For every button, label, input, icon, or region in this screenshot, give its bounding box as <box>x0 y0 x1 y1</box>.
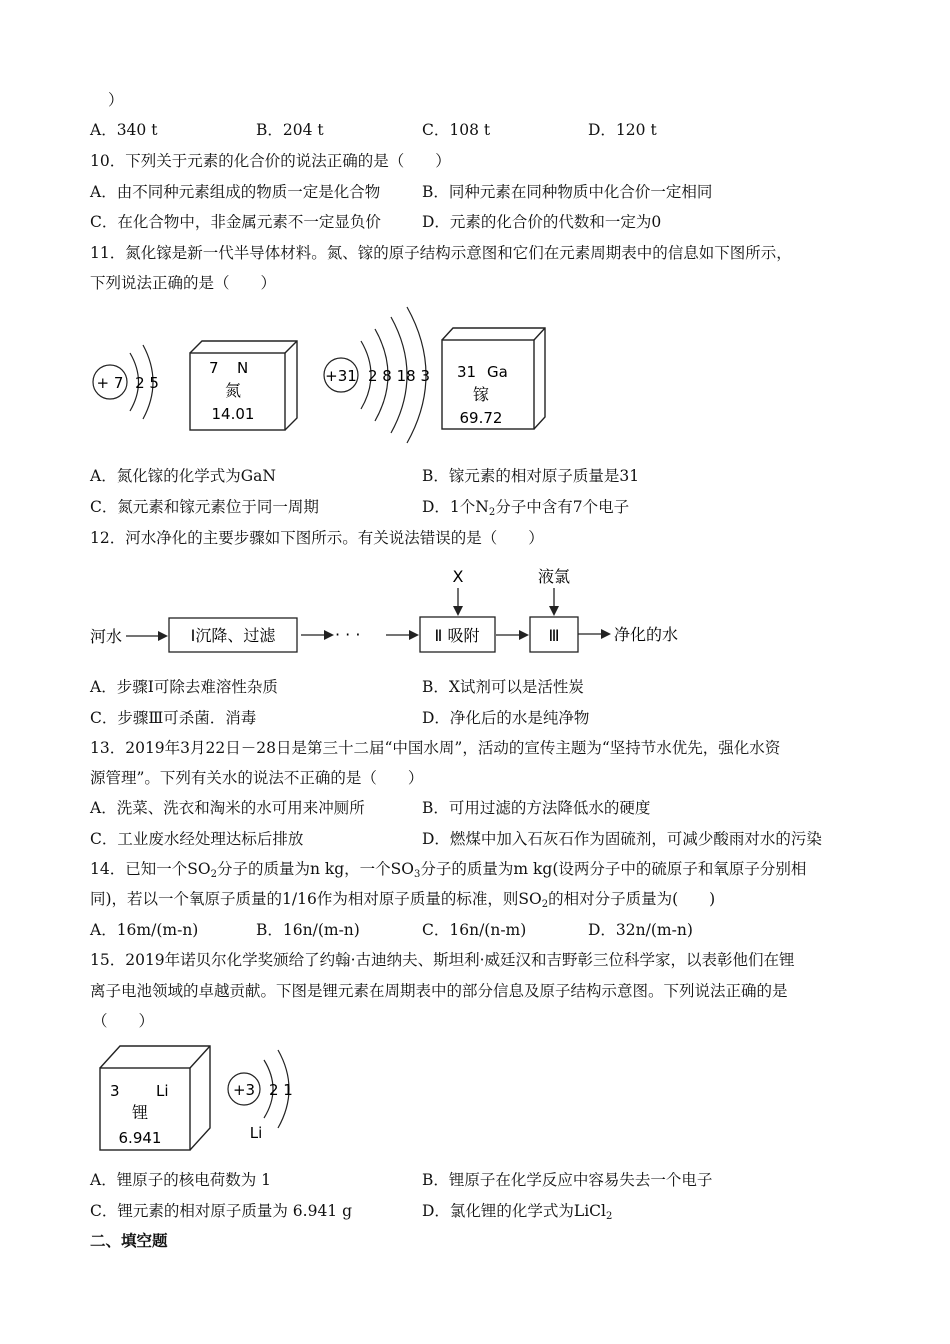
li-nucleus-label: +3 <box>232 1081 256 1099</box>
q9-option-a[interactable]: A．340 t <box>90 121 158 139</box>
q15-option-d-subscript: 2 <box>606 1211 613 1222</box>
q13-stem-line1: 13．2019年3月22日－28日是第三十二届“中国水周”，活动的宣传主题为“坚持节水优先，强化水资 <box>90 739 781 757</box>
q10-option-b[interactable]: B．同种元素在同种物质中化合价一定相同 <box>422 183 713 201</box>
q11-option-d-text: D．1个N <box>422 498 489 516</box>
q11-stem-line1: 11．氮化镓是新一代半导体材料。氮、镓的原子结构示意图和它们在元素周期表中的信息如下图所示， <box>90 244 792 262</box>
n-atomic-mass: 14.01 <box>211 405 255 423</box>
q14-text-5: 的相对分子质量为( ) <box>548 890 716 908</box>
q13-stem-line2: 源管理”。下列有关水的说法不正确的是（ ） <box>90 769 424 787</box>
li-atomic-number: 3 <box>110 1082 120 1100</box>
q14-stem-line2 <box>90 889 715 909</box>
flow-source: 河水 <box>90 627 123 646</box>
q14-text-4: 同)，若以一个氧原子质量的1/16作为相对原子质量的标准，则SO <box>90 890 542 908</box>
q13-option-b[interactable]: B．可用过滤的方法降低水的硬度 <box>422 799 651 817</box>
gallium-atom-diagram <box>324 307 430 443</box>
ga-shells-label: 2 8 18 3 <box>368 367 431 385</box>
n-shells-label: 2 5 <box>135 374 159 392</box>
q14-text-2: 分子的质量为n kg，一个SO <box>216 860 414 878</box>
q14-sub-3: 2 <box>541 899 549 910</box>
n-symbol: N <box>237 359 249 377</box>
ga-nucleus-label: +31 <box>325 367 357 385</box>
ga-name: 镓 <box>472 385 490 404</box>
q14-text-1: 14．已知一个SO <box>90 860 211 878</box>
q11-option-c[interactable]: C．氮元素和镓元素位于同一周期 <box>90 498 319 516</box>
q11-option-d[interactable] <box>422 497 629 517</box>
n-atomic-number: 7 <box>209 359 219 377</box>
q13-option-a[interactable]: A．洗菜、洗衣和淘米的水可用来冲厕所 <box>90 799 365 817</box>
q14-sub-2: 3 <box>414 869 421 880</box>
flow-reagent-chlorine: 液氯 <box>537 567 571 586</box>
flow-step2: Ⅱ 吸附 <box>434 626 480 645</box>
section-heading: 二、填空题 <box>90 1231 168 1250</box>
q15-option-a[interactable]: A．锂原子的核电荷数为 1 <box>90 1171 271 1189</box>
flow-dots: · · · <box>335 625 361 644</box>
q14-option-d[interactable]: D．32n/(m-n) <box>588 921 693 939</box>
q12-option-b[interactable]: B．X试剂可以是活性炭 <box>422 678 584 696</box>
q9-stem-tail: ） <box>108 91 124 109</box>
li-atomic-mass: 6.941 <box>118 1129 162 1147</box>
q13-option-d[interactable]: D．燃煤中加入石灰石作为固硫剂，可减少酸雨对水的污染 <box>422 830 822 848</box>
q11-option-d-text-end: 分子中含有7个电子 <box>495 498 630 516</box>
gallium-periodic-cell <box>442 328 545 429</box>
lithium-atom-diagram <box>228 1050 293 1142</box>
ga-atomic-mass: 69.72 <box>459 409 503 427</box>
flow-step3: Ⅲ <box>548 626 560 645</box>
q10-option-d[interactable]: D．元素的化合价的代数和一定为0 <box>422 213 662 231</box>
n-name: 氮 <box>224 381 242 400</box>
q14-option-c[interactable]: C．16n/(n-m) <box>422 921 527 939</box>
q10-option-a[interactable]: A．由不同种元素组成的物质一定是化合物 <box>90 183 381 201</box>
q12-option-c[interactable]: C．步骤Ⅲ可杀菌．消毒 <box>90 709 257 727</box>
n-nucleus-label: + 7 <box>96 374 124 392</box>
ga-symbol: Ga <box>487 363 508 381</box>
q15-stem-line2: 离子电池领域的卓越贡献。下图是锂元素在周期表中的部分信息及原子结构示意图。下列说法正确的是 <box>90 982 788 1000</box>
nitrogen-atom-diagram <box>93 345 159 419</box>
flow-step1: Ⅰ沉降、过滤 <box>190 626 276 645</box>
q12-stem: 12．河水净化的主要步骤如下图所示。有关说法错误的是（ ） <box>90 529 544 547</box>
q15-figure <box>92 1040 322 1160</box>
q14-text-3: 分子的质量为m kg(设两分子中的硫原子和氧原子分别相 <box>420 860 807 878</box>
li-symbol: Li <box>156 1082 169 1100</box>
q10-option-c[interactable]: C．在化合物中，非金属元素不一定显负价 <box>90 213 381 231</box>
q13-option-c[interactable]: C．工业废水经处理达标后排放 <box>90 830 304 848</box>
q9-option-b[interactable]: B．204 t <box>256 121 324 139</box>
q14-stem-line1 <box>90 859 806 879</box>
q14-option-a[interactable]: A．16m/(m-n) <box>90 921 199 939</box>
q15-option-d-text: D．氯化锂的化学式为LiCl <box>422 1202 606 1220</box>
li-name: 锂 <box>131 1103 149 1122</box>
nitrogen-periodic-cell <box>190 341 297 430</box>
q15-option-b[interactable]: B．锂原子在化学反应中容易失去一个电子 <box>422 1171 713 1189</box>
q14-sub-1: 2 <box>210 869 217 880</box>
q10-stem: 10．下列关于元素的化合价的说法正确的是（ ） <box>90 152 451 170</box>
q12-flow-diagram <box>88 560 700 660</box>
li-atom-label: Li <box>249 1124 263 1142</box>
li-shells-label: 2 1 <box>269 1081 293 1099</box>
q15-stem-line1: 15．2019年诺贝尔化学奖颁给了约翰·古迪纳夫、斯坦利·威廷汉和吉野彰三位科学家，以表彰他们在锂 <box>90 951 795 969</box>
flow-reagent-x: X <box>452 567 464 586</box>
flow-result: 净化的水 <box>614 625 679 644</box>
q12-option-a[interactable]: A．步骤Ⅰ可除去难溶性杂质 <box>90 678 278 696</box>
lithium-periodic-cell <box>100 1046 210 1150</box>
q11-option-a[interactable]: A．氮化镓的化学式为GaN <box>90 467 276 485</box>
q11-option-b[interactable]: B．镓元素的相对原子质量是31 <box>422 467 640 485</box>
ga-atomic-number: 31 <box>457 363 477 381</box>
q15-option-c[interactable]: C．锂元素的相对原子质量为 6.941 g <box>90 1202 353 1220</box>
q9-option-c[interactable]: C．108 t <box>422 121 491 139</box>
q11-option-d-subscript: 2 <box>488 507 496 518</box>
q15-stem-line3: （ ） <box>92 1012 155 1030</box>
q9-option-d[interactable]: D．120 t <box>588 121 657 139</box>
q14-option-b[interactable]: B．16n/(m-n) <box>256 921 360 939</box>
q15-option-d[interactable] <box>422 1201 612 1221</box>
q11-figure <box>85 305 565 450</box>
q11-stem-line2: 下列说法正确的是（ ） <box>90 274 277 292</box>
q12-option-d[interactable]: D．净化后的水是纯净物 <box>422 709 590 727</box>
